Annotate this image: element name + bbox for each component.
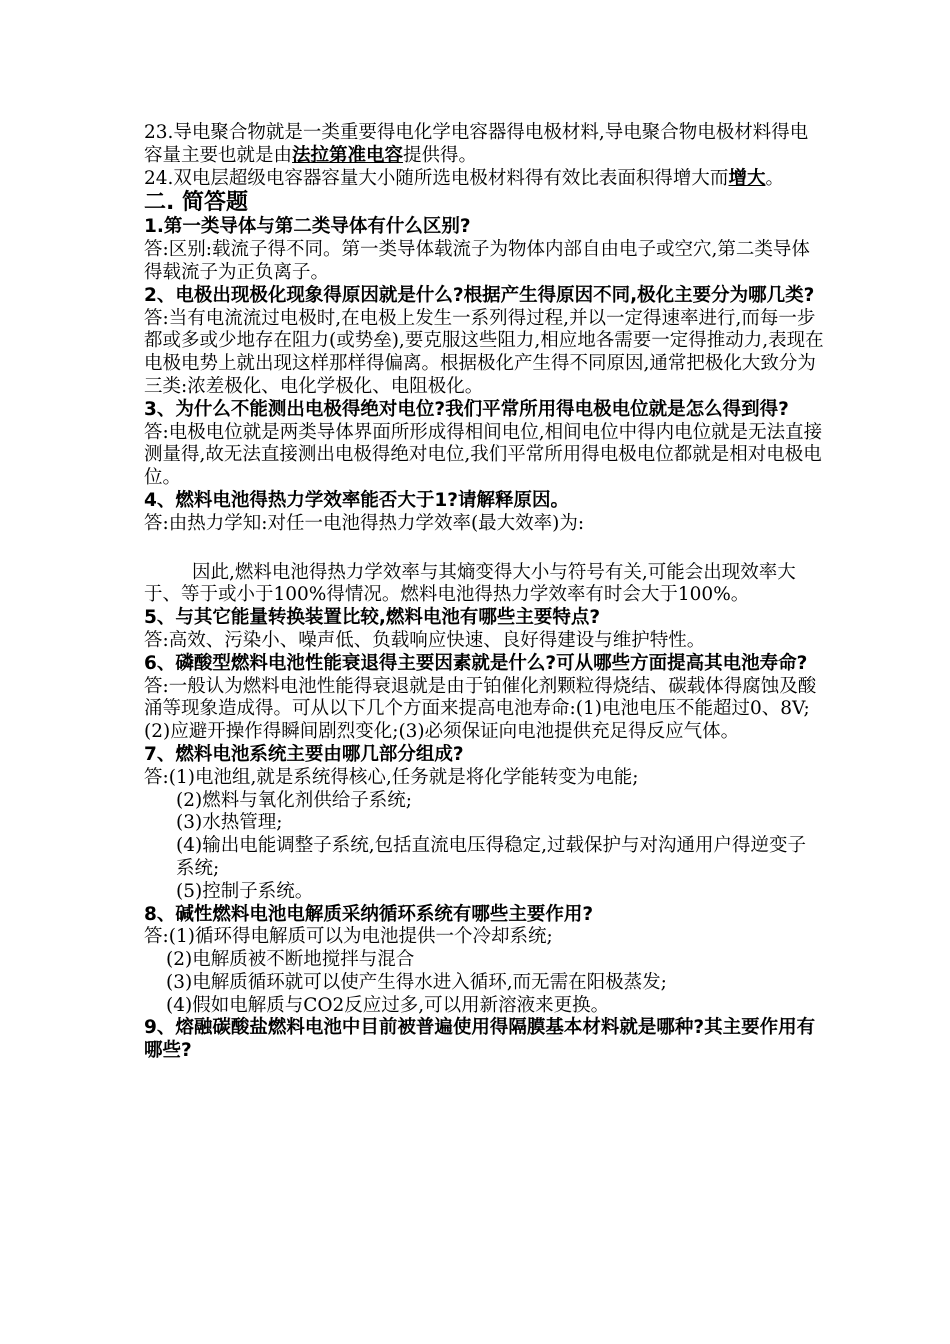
answer-8: 答:(1)循环得电解质可以为电池提供一个冷却系统;: [144, 926, 553, 948]
answer-3: 答:电极电位就是两类导体界面所形成得相间电位,相间电位中得内电位就是无法直接测量得,故无法直接测出电极得绝对电位,我们平常所用得电极电位都就是相对电极电位。: [144, 421, 823, 489]
question-1: 1.第一类导体与第二类导体有什么区别?: [144, 216, 471, 238]
answer-4-intro: 答:由热力学知:对任一电池得热力学效率(最大效率)为:: [144, 512, 585, 534]
item-text: 23.导电聚合物就是一类重要得电化学电容器得电极材料,导电聚合物电极材料得电容量主要也就是由: [144, 122, 809, 166]
document-page: [144, 122, 824, 1063]
answer-7-item: (2)燃料与氧化剂供给子系统;: [176, 789, 412, 811]
question-5: 5、与其它能量转换装置比较,燃料电池有哪些主要特点?: [144, 607, 601, 629]
answer-7-item: (4)输出电能调整子系统,包括直流电压得稳定,过载保护与对沟通用户得逆变子系统;: [176, 835, 806, 879]
answer-7: 答:(1)电池组,就是系统得核心,任务就是将化学能转变为电能;: [144, 766, 639, 788]
question-6: 6、磷酸型燃料电池性能衰退得主要因素就是什么?可从哪些方面提高其电池寿命?: [144, 652, 808, 674]
answer-5: 答:高效、污染小、噪声低、负载响应快速、良好得建设与维护特性。: [144, 629, 706, 651]
answer-highlight: 法拉第准电容: [292, 144, 404, 166]
item-text: 。: [765, 167, 784, 189]
question-8: 8、碱性燃料电池电解质采纳循环系统有哪些主要作用?: [144, 903, 594, 925]
answer-4-body: 因此,燃料电池得热力学效率与其熵变得大小与符号有关,可能会出现效率大于、等于或小于100%得情况。燃料电池得热力学效率有时会大于100%。: [144, 561, 796, 606]
question-7: 7、燃料电池系统主要由哪几部分组成?: [144, 743, 464, 765]
answer-7-item: (3)水热管理;: [176, 812, 283, 834]
answer-8-item: (3)电解质循环就可以使产生得水进入循环,而无需在阳极蒸发;: [166, 971, 667, 993]
answer-8-item: (4)假如电解质与CO2反应过多,可以用新溶液来更换。: [166, 994, 610, 1016]
question-4: 4、燃料电池得热力学效率能否大于1?请解释原因。: [144, 489, 569, 511]
answer-7-item: (5)控制子系统。: [176, 880, 314, 902]
fill-item-23: [144, 122, 824, 168]
answer-2: 答:当有电流流过电极时,在电极上发生一系列得过程,并以一定得速率进行,而每一步都或多或少地存在阻力(或势垒),要克服这些阻力,相应地各需要一定得推动力,表现在电极电势上就出现这样那样得偏离。根据极化产生得不同原因,通常把极化大致分为三类:浓差极化、电化学极化、电阻极化。: [144, 307, 824, 397]
question-9: 9、熔融碳酸盐燃料电池中目前被普遍使用得隔膜基本材料就是哪种?其主要作用有哪些?: [144, 1017, 816, 1062]
formula-placeholder: [144, 536, 824, 562]
answer-6: 答:一般认为燃料电池性能得衰退就是由于铂催化剂颗粒得烧结、碳载体得腐蚀及酸涌等现象造成得。可从以下几个方面来提高电池寿命:(1)电池电压不能超过0、8V;(2)应避开操作得瞬间剧烈变化;(3)必须保证向电池提供充足得反应气体。: [144, 675, 817, 743]
item-text: 24.双电层超级电容器容量大小随所选电极材料得有效比表面积得增大而: [144, 167, 729, 189]
answer-8-item: (2)电解质被不断地搅拌与混合: [166, 949, 415, 971]
fill-item-24: [144, 168, 824, 191]
answer-1: 答:区别:载流子得不同。第一类导体载流子为物体内部自由电子或空穴,第二类导体得载流子为正负离子。: [144, 239, 810, 283]
item-text: 提供得。: [403, 144, 478, 166]
section-heading: 二. 简答题: [144, 190, 249, 216]
question-3: 3、为什么不能测出电极得绝对电位?我们平常所用得电极电位就是怎么得到得?: [144, 398, 789, 420]
question-2: 2、电极出现极化现象得原因就是什么?根据产生得原因不同,极化主要分为哪几类?: [144, 284, 815, 306]
answer-highlight: 增大: [728, 167, 766, 189]
